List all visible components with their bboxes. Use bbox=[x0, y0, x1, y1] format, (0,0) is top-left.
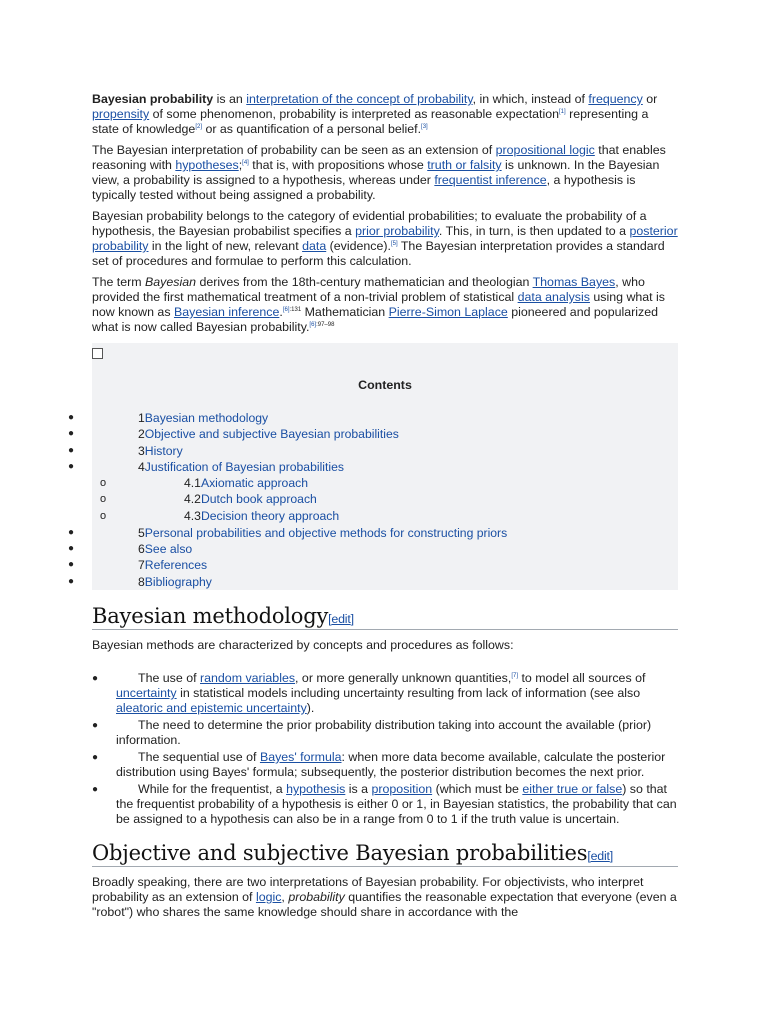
edit-link-section-2[interactable]: edit bbox=[590, 849, 610, 863]
toc-item-number: 2 bbox=[138, 427, 145, 441]
link-proposition[interactable]: proposition bbox=[371, 782, 433, 796]
ref-7[interactable]: [7] bbox=[511, 672, 518, 679]
intro-paragraph-2: The Bayesian interpretation of probability can be seen as an extension of propositional logic that enables reasoning with hypotheses;[4] that is, with propositions whose truth or falsity is unknown. In the Bayesian view, a probability is assigned to a hypothesis, whereas under frequentist inference, a hypothesis is typically tested without being assigned a probability. bbox=[92, 143, 666, 202]
toc-item-link[interactable]: Bayesian methodology bbox=[144, 411, 269, 425]
toc-item-link[interactable]: Personal probabilities and objective methods for constructing priors bbox=[144, 526, 508, 540]
toc-item-link[interactable]: Justification of Bayesian probabilities bbox=[144, 460, 344, 474]
toc-item[interactable] bbox=[184, 476, 308, 491]
toc-item[interactable] bbox=[184, 509, 339, 524]
toc-item-link[interactable]: Objective and subjective Bayesian probabilities bbox=[144, 427, 399, 441]
toc-item-number: 5 bbox=[138, 526, 145, 540]
toc-item[interactable] bbox=[138, 427, 399, 442]
toc-item[interactable] bbox=[138, 558, 207, 573]
link-data[interactable]: data bbox=[302, 239, 327, 253]
toc-toggle-checkbox[interactable] bbox=[92, 348, 103, 359]
bullet-icon: ● bbox=[68, 412, 75, 423]
toc-item-link[interactable]: History bbox=[144, 444, 183, 458]
ref-3[interactable]: [3] bbox=[421, 123, 428, 130]
link-either-true-or-false[interactable]: either true or false bbox=[522, 782, 623, 796]
ref-6[interactable]: [6]:131 bbox=[282, 306, 302, 313]
bullet-icon: ● bbox=[92, 752, 99, 763]
section-2-paragraph: Broadly speaking, there are two interpretations of Bayesian probability. For objectivists, who interpret probability as an extension of logic, probability quantifies the reasonable expectation that everyone (even a "robot") who shares the same knowledge should share in accordance with the bbox=[92, 875, 677, 919]
toc-item[interactable] bbox=[138, 542, 192, 557]
intro-paragraph-1: Bayesian probability is an interpretation of the concept of probability, in which, instead of frequency or propensity of some phenomenon, probability is interpreted as reasonable expectation[1] representing a state of knowledge[2] or as quantification of a personal belief.[3] bbox=[92, 92, 658, 136]
list-item: ● The need to determine the prior probability distribution taking into account the available (prior) information. bbox=[92, 718, 652, 747]
section-heading-objective-subjective: Objective and subjective Bayesian probabilities[edit] bbox=[92, 841, 678, 867]
toc-item-number: 8 bbox=[138, 575, 145, 589]
toc-item-number: 3 bbox=[138, 444, 145, 458]
list-item: ● The use of random variables, or more generally unknown quantities,[7] to model all sources of uncertainty in statistical models including uncertainty resulting from lack of information (see also aleatoric and epistemic uncertainty). bbox=[92, 671, 646, 715]
table-of-contents bbox=[68, 343, 678, 590]
bullet-icon: ● bbox=[68, 445, 75, 456]
link-interpretation-of-probability[interactable]: interpretation of the concept of probability bbox=[246, 92, 473, 106]
toc-item-number: 4 bbox=[138, 460, 145, 474]
toc-item-link[interactable]: Axiomatic approach bbox=[200, 476, 308, 490]
toc-item[interactable] bbox=[138, 526, 507, 541]
toc-item-number: 4.2 bbox=[184, 492, 201, 506]
toc-item[interactable] bbox=[138, 575, 212, 590]
toc-item-link[interactable]: Bibliography bbox=[144, 575, 212, 589]
link-propositional-logic[interactable]: propositional logic bbox=[495, 143, 595, 157]
toc-item[interactable] bbox=[138, 411, 268, 426]
toc-item-number: 4.3 bbox=[184, 509, 201, 523]
link-frequency[interactable]: frequency bbox=[588, 92, 643, 106]
link-truth-or-falsity[interactable]: truth or falsity bbox=[427, 158, 502, 172]
link-frequentist-inference[interactable]: frequentist inference bbox=[434, 173, 547, 187]
bullet-icon: ● bbox=[68, 527, 75, 538]
lead-term: Bayesian probability bbox=[92, 92, 214, 106]
bullet-icon: ● bbox=[92, 673, 99, 684]
link-bayesian-inference[interactable]: Bayesian inference bbox=[173, 305, 280, 319]
sub-bullet-icon: o bbox=[100, 477, 107, 489]
sub-bullet-icon: o bbox=[100, 493, 107, 505]
section-1-intro: Bayesian methods are characterized by concepts and procedures as follows: bbox=[92, 638, 514, 652]
link-thomas-bayes[interactable]: Thomas Bayes bbox=[532, 275, 616, 289]
bullet-icon: ● bbox=[68, 428, 75, 439]
toc-item[interactable] bbox=[138, 444, 183, 459]
toc-item-number: 1 bbox=[138, 411, 145, 425]
toc-item[interactable] bbox=[138, 460, 344, 475]
toc-item-number: 6 bbox=[138, 542, 145, 556]
link-bayes-formula[interactable]: Bayes' formula bbox=[259, 750, 342, 764]
bullet-icon: ● bbox=[68, 576, 75, 587]
toc-item-link[interactable]: References bbox=[144, 558, 208, 572]
link-hypotheses[interactable]: hypotheses bbox=[175, 158, 239, 172]
toc-item-link[interactable]: Decision theory approach bbox=[200, 509, 340, 523]
ref-2[interactable]: [2] bbox=[195, 123, 202, 130]
ref-5[interactable]: [5] bbox=[390, 240, 398, 247]
link-pierre-simon-laplace[interactable]: Pierre-Simon Laplace bbox=[388, 305, 508, 319]
toc-item-number: 4.1 bbox=[184, 476, 201, 490]
link-logic[interactable]: logic bbox=[255, 890, 282, 904]
sub-bullet-icon: o bbox=[100, 510, 107, 522]
bullet-icon: ● bbox=[68, 559, 75, 570]
edit-link-section-1[interactable]: edit bbox=[331, 612, 351, 626]
bullet-icon: ● bbox=[68, 461, 75, 472]
link-aleatoric-epistemic[interactable]: aleatoric and epistemic uncertainty bbox=[116, 701, 307, 715]
link-random-variables[interactable]: random variables bbox=[200, 671, 296, 685]
section-heading-bayesian-methodology: Bayesian methodology[edit] bbox=[92, 604, 678, 630]
methodology-list bbox=[92, 671, 678, 827]
intro-paragraph-4: The term Bayesian derives from the 18th-century mathematician and theologian Thomas Bayes, who provided the first mathematical treatment of a non-trivial problem of statistical data analysis using what is now known as Bayesian inference.$^{[6]:131}$ Mathematician Pierre-Simon Laplace pioneered and popularized what is now called Bayesian probability.$^{[6]:97-98}$ bbox=[92, 275, 666, 334]
ref-6b[interactable]: [6]:97–98 bbox=[309, 321, 335, 328]
toc-item-number: 7 bbox=[138, 558, 145, 572]
ref-4[interactable]: [4] bbox=[242, 159, 249, 166]
link-prior-probability[interactable]: prior probability bbox=[355, 224, 439, 238]
intro-paragraph-3: Bayesian probability belongs to the category of evidential probabilities; to evaluate the probability of a hypothesis, the Bayesian probabilist specifies a prior probability. This, in turn, is then updated to a posterior probability in the light of new, relevant data (evidence).[5] The Bayesian interpretation provides a standard set of procedures and formulae to perform this calculation. bbox=[92, 209, 678, 268]
bullet-icon: ● bbox=[92, 720, 99, 731]
bullet-icon: ● bbox=[68, 543, 75, 554]
list-item: ● The sequential use of Bayes' formula: when more data become available, calculate the posterior distribution using Bayes' formula; subsequently, the posterior distribution becomes the next prior. bbox=[92, 750, 666, 779]
ref-1[interactable]: [1] bbox=[559, 108, 566, 115]
toc-item-link[interactable]: Dutch book approach bbox=[200, 492, 317, 506]
link-posterior-probability[interactable]: posterior probability bbox=[92, 224, 678, 253]
toc-item[interactable] bbox=[184, 492, 317, 507]
link-data-analysis[interactable]: data analysis bbox=[517, 290, 590, 304]
toc-title: Contents bbox=[358, 378, 412, 392]
link-hypothesis[interactable]: hypothesis bbox=[286, 782, 346, 796]
list-item: ● While for the frequentist, a hypothesis is a proposition (which must be either true or false) so that the frequentist probability of a hypothesis is either 0 or 1, in Bayesian statistics, the probability that can be assigned to a hypothesis can also be in a range from 0 to 1 if the truth value is uncertain. bbox=[92, 782, 677, 826]
link-uncertainty[interactable]: uncertainty bbox=[116, 686, 177, 700]
article bbox=[68, 92, 678, 920]
toc-item-link[interactable]: See also bbox=[144, 542, 193, 556]
link-propensity[interactable]: propensity bbox=[92, 107, 150, 121]
bullet-icon: ● bbox=[92, 784, 99, 795]
